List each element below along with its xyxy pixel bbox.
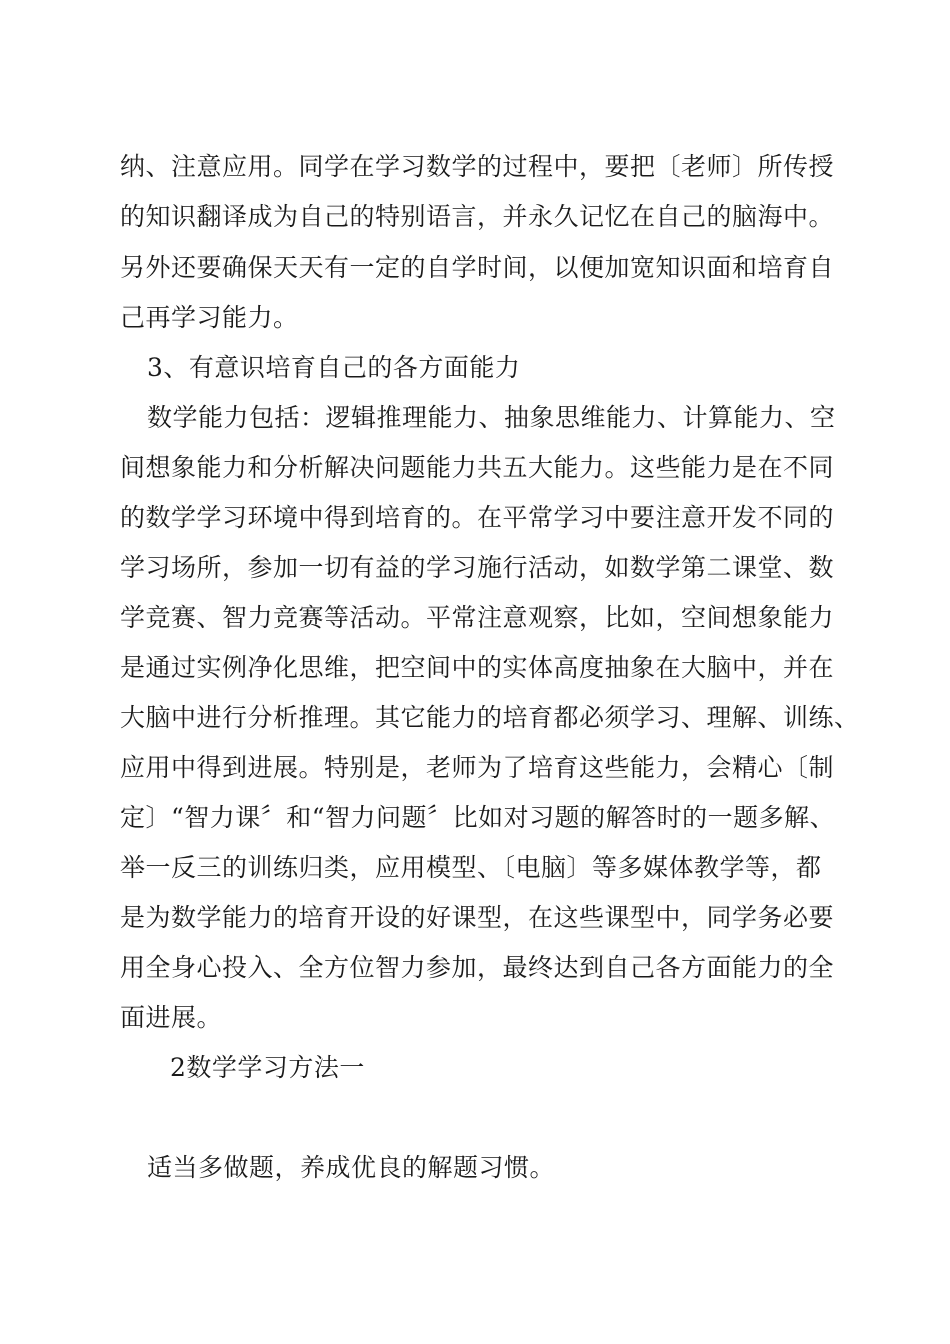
paragraph-line-17: 用全身心投入、全方位智力参加，最终达到自己各方面能力的全 <box>120 953 835 982</box>
paragraph-line-15: 举一反三的训练归类，应用模型、〔电脑〕等多媒体教学等，都 <box>120 853 822 882</box>
paragraph-line-16: 是为数学能力的培育开设的好课型，在这些课型中，同学务必要 <box>120 903 835 932</box>
paragraph-line-1: 纳、注意应用。同学在学习数学的过程中，要把〔老师〕所传授 <box>120 152 835 181</box>
paragraph-line-13: 应用中得到进展。特别是，老师为了培育这些能力，会精心〔制 <box>120 753 835 782</box>
subsection-heading: 2数学学习方法一 <box>170 1053 365 1082</box>
paragraph-line-14: 定〕“智力课〞和“智力问题〞比如对习题的解答时的一题多解、 <box>120 803 836 832</box>
paragraph-line-10: 学竞赛、智力竞赛等活动。平常注意观察，比如，空间想象能力 <box>120 603 835 632</box>
paragraph-line-6: 数学能力包括：逻辑推理能力、抽象思维能力、计算能力、空 <box>147 403 836 432</box>
paragraph-line-4: 己再学习能力。 <box>120 303 299 332</box>
section-heading: 3、有意识培育自己的各方面能力 <box>147 353 521 382</box>
paragraph-line-12: 大脑中进行分析推理。其它能力的培育都必须学习、理解、训练、 <box>120 703 860 732</box>
paragraph-line-9: 学习场所，参加一切有益的学习施行活动，如数学第二课堂、数 <box>120 553 835 582</box>
paragraph-line-2: 的知识翻译成为自己的特别语言，并永久记忆在自己的脑海中。 <box>120 202 835 231</box>
paragraph-line-11: 是通过实例净化思维，把空间中的实体高度抽象在大脑中，并在 <box>120 653 835 682</box>
paragraph-line-18: 面进展。 <box>120 1003 223 1032</box>
paragraph-line-8: 的数学学习环境中得到培育的。在平常学习中要注意开发不同的 <box>120 503 835 532</box>
paragraph-line-20: 适当多做题，养成优良的解题习惯。 <box>147 1153 556 1182</box>
paragraph-line-7: 间想象能力和分析解决问题能力共五大能力。这些能力是在不同 <box>120 453 835 482</box>
paragraph-line-3: 另外还要确保天天有一定的自学时间，以便加宽知识面和培育自 <box>120 253 835 282</box>
